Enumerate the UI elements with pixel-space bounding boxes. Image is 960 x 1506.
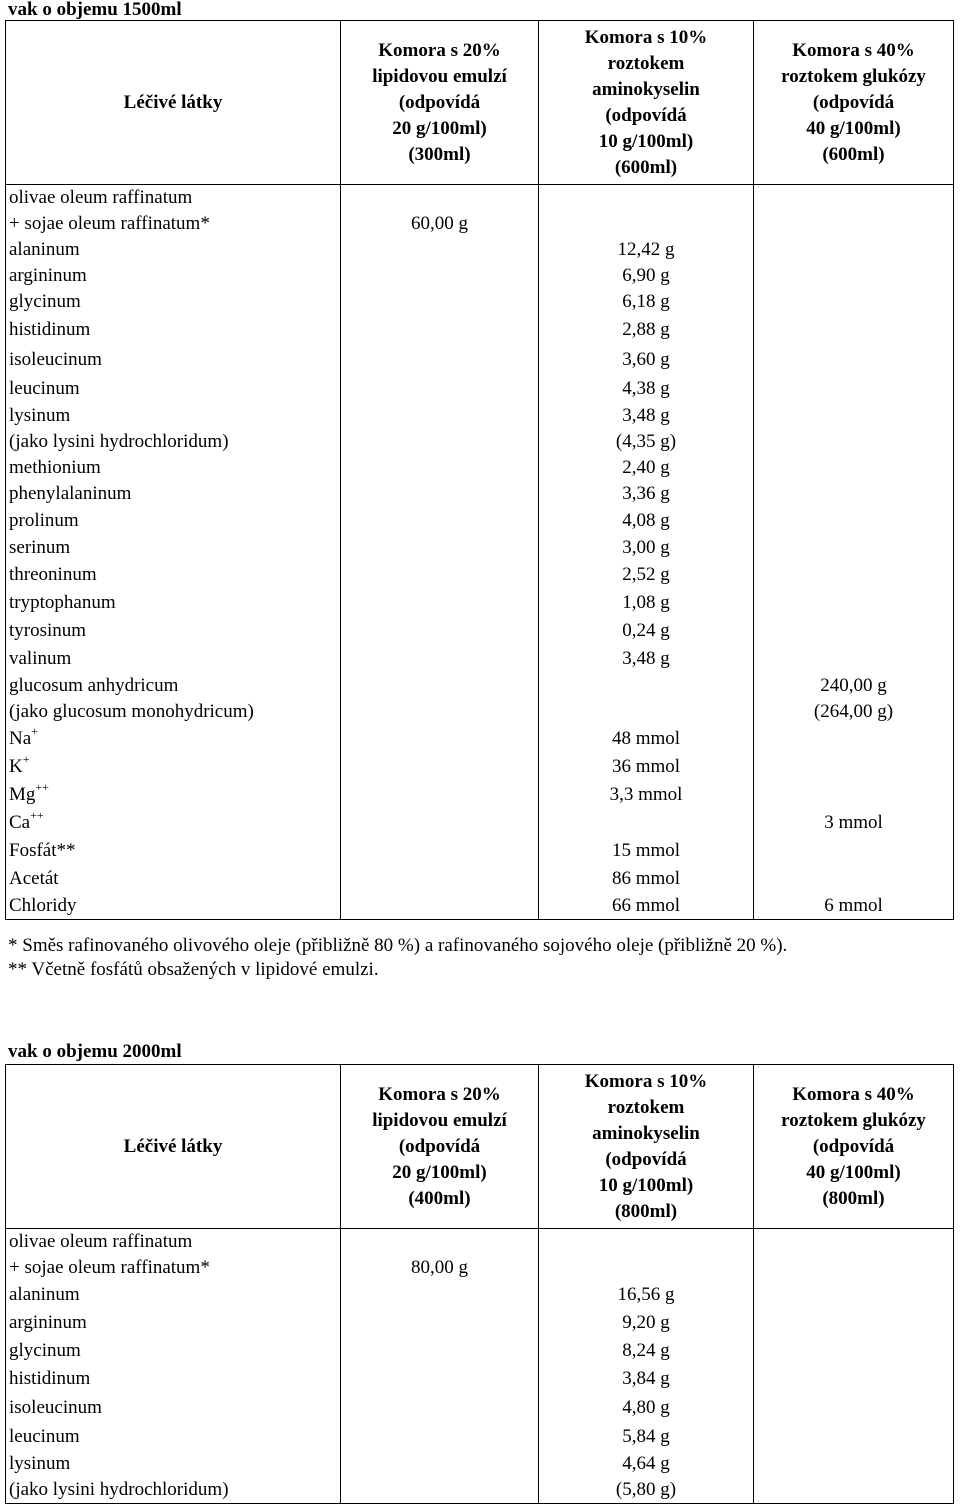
amino-value: 15 mmol bbox=[539, 837, 754, 865]
table-row: Na+ 48 mmol bbox=[6, 725, 954, 753]
amino-value: 16,56 g bbox=[539, 1281, 754, 1309]
table-row bbox=[6, 481, 954, 507]
substance-name: alaninum bbox=[9, 239, 80, 260]
substance-name: histidinum bbox=[9, 1368, 91, 1389]
amino-value: 3,36 g bbox=[539, 481, 754, 507]
substance-name: isoleucinum bbox=[9, 1397, 102, 1418]
table-row bbox=[6, 185, 954, 238]
amino-value: 3,84 g bbox=[539, 1365, 754, 1393]
table-row: K+ 36 mmol bbox=[6, 753, 954, 781]
table-row bbox=[6, 1281, 954, 1309]
amino-value: 0,24 g bbox=[539, 617, 754, 645]
glucose-value: 240,00 g bbox=[820, 675, 887, 696]
table-row bbox=[6, 1229, 954, 1282]
amino-value: 3,60 g bbox=[539, 345, 754, 375]
table-header-row bbox=[6, 21, 954, 185]
amino-value: 9,20 g bbox=[539, 1309, 754, 1337]
amino-value: 6,90 g bbox=[539, 263, 754, 289]
amino-value: 2,52 g bbox=[539, 561, 754, 589]
table-row bbox=[6, 1337, 954, 1365]
table-header-row bbox=[6, 1065, 954, 1229]
amino-value: 3,48 g bbox=[622, 405, 670, 426]
table-row bbox=[6, 837, 954, 865]
substance-name: olivae oleum raffinatum bbox=[9, 1231, 193, 1252]
amino-value: 8,24 g bbox=[539, 1337, 754, 1365]
table-row bbox=[6, 617, 954, 645]
substance-name: histidinum bbox=[9, 319, 91, 340]
header-lipid-chamber: Komora s 20% lipidovou emulzí (odpovídá 20 g/100ml) (400ml) bbox=[341, 1065, 539, 1229]
amino-value: 2,40 g bbox=[539, 455, 754, 481]
table-row bbox=[6, 1365, 954, 1393]
amino-value: 2,88 g bbox=[539, 315, 754, 345]
table-row bbox=[6, 289, 954, 315]
substance-name: glycinum bbox=[9, 1340, 81, 1361]
table-row bbox=[6, 893, 954, 920]
substance-name: lysinum bbox=[9, 405, 71, 426]
table-row bbox=[6, 263, 954, 289]
amino-value: 5,84 g bbox=[539, 1423, 754, 1451]
amino-value: 48 mmol bbox=[539, 725, 754, 753]
lipid-value: 60,00 g bbox=[341, 185, 539, 238]
substance-name: prolinum bbox=[9, 510, 79, 531]
substance-name: argininum bbox=[9, 265, 87, 286]
footnote-oil-mix: * Směs rafinovaného olivového oleje (přibližně 80 %) a rafinovaného sojového oleje (přibližně 20 %). bbox=[8, 935, 788, 956]
substance-name-detail: (jako glucosum monohydricum) bbox=[9, 701, 254, 722]
amino-value: 12,42 g bbox=[539, 237, 754, 263]
substance-name: alaninum bbox=[9, 1284, 80, 1305]
substance-name-detail: + sojae oleum raffinatum* bbox=[9, 213, 210, 234]
table-row bbox=[6, 1309, 954, 1337]
amino-value: 4,64 g bbox=[622, 1453, 670, 1474]
table-row bbox=[6, 645, 954, 673]
substance-name: Mg bbox=[9, 784, 36, 805]
amino-value: 66 mmol bbox=[539, 893, 754, 920]
substance-name: methionium bbox=[9, 457, 101, 478]
substance-name: leucinum bbox=[9, 378, 80, 399]
substance-name: argininum bbox=[9, 1312, 87, 1333]
glucose-value-detail: (264,00 g) bbox=[813, 701, 894, 722]
substance-name-detail: + sojae oleum raffinatum* bbox=[9, 1257, 210, 1278]
section-title: vak o objemu 2000ml bbox=[8, 1041, 182, 1062]
lipid-value: 80,00 g bbox=[341, 1229, 539, 1282]
substance-name: K bbox=[9, 756, 23, 777]
substance-name: Ca bbox=[9, 812, 31, 833]
substance-name: isoleucinum bbox=[9, 349, 102, 370]
composition-table-1500ml bbox=[5, 20, 954, 920]
table-row bbox=[6, 455, 954, 481]
footnote-phosphate: ** Včetně fosfátů obsažených v lipidové emulzi. bbox=[8, 959, 379, 980]
table-row bbox=[6, 1451, 954, 1504]
table-row bbox=[6, 403, 954, 455]
substance-name: glycinum bbox=[9, 291, 81, 312]
substance-name-detail: (jako lysini hydrochloridum) bbox=[9, 431, 229, 452]
amino-value: 4,80 g bbox=[539, 1393, 754, 1423]
amino-value: 4,38 g bbox=[539, 375, 754, 403]
table-row: Mg++ 3,3 mmol bbox=[6, 781, 954, 809]
header-lipid-chamber: Komora s 20% lipidovou emulzí (odpovídá 20 g/100ml) (300ml) bbox=[341, 21, 539, 185]
table-row bbox=[6, 561, 954, 589]
substance-name: phenylalaninum bbox=[9, 483, 132, 504]
amino-value: 3,48 g bbox=[539, 645, 754, 673]
substance-name: Fosfát** bbox=[9, 840, 76, 861]
substance-name: threoninum bbox=[9, 564, 97, 585]
substance-name: Chloridy bbox=[9, 895, 77, 916]
amino-value: 36 mmol bbox=[539, 753, 754, 781]
amino-value-detail: (4,35 g) bbox=[615, 431, 677, 452]
substance-name: tyrosinum bbox=[9, 620, 87, 641]
amino-value: 3,00 g bbox=[539, 535, 754, 561]
composition-table-2000ml bbox=[5, 1064, 954, 1504]
header-glucose-chamber: Komora s 40% roztokem glukózy (odpovídá 40 g/100ml) (800ml) bbox=[754, 1065, 954, 1229]
table-row bbox=[6, 1393, 954, 1423]
substance-name: Acetát bbox=[9, 868, 59, 889]
substance-name-detail: (jako lysini hydrochloridum) bbox=[9, 1479, 229, 1500]
amino-value: 3,3 mmol bbox=[539, 781, 754, 809]
table-row bbox=[6, 507, 954, 535]
substance-name: Na bbox=[9, 728, 32, 749]
table-row bbox=[6, 673, 954, 725]
header-amino-chamber: Komora s 10% roztokem aminokyselin (odpovídá 10 g/100ml) (600ml) bbox=[539, 21, 754, 185]
substance-name: tryptophanum bbox=[9, 592, 116, 613]
section-title: vak o objemu 1500ml bbox=[8, 0, 182, 20]
glucose-value: 6 mmol bbox=[754, 893, 954, 920]
table-row bbox=[6, 865, 954, 893]
table-row: Ca++ 3 mmol bbox=[6, 809, 954, 837]
table-row bbox=[6, 315, 954, 345]
glucose-value: 3 mmol bbox=[754, 809, 954, 837]
amino-value: 1,08 g bbox=[539, 589, 754, 617]
header-amino-chamber: Komora s 10% roztokem aminokyselin (odpovídá 10 g/100ml) (800ml) bbox=[539, 1065, 754, 1229]
table-row bbox=[6, 589, 954, 617]
substance-name: valinum bbox=[9, 648, 72, 669]
substance-name: glucosum anhydricum bbox=[9, 675, 179, 696]
substance-name: olivae oleum raffinatum bbox=[9, 187, 193, 208]
table-row bbox=[6, 375, 954, 403]
table-row bbox=[6, 535, 954, 561]
amino-value: 6,18 g bbox=[539, 289, 754, 315]
table-row bbox=[6, 237, 954, 263]
substance-name: lysinum bbox=[9, 1453, 71, 1474]
header-substances: Léčivé látky bbox=[6, 1065, 341, 1229]
amino-value: 4,08 g bbox=[539, 507, 754, 535]
table-row bbox=[6, 345, 954, 375]
amino-value-detail: (5,80 g) bbox=[615, 1479, 677, 1500]
table-row bbox=[6, 1423, 954, 1451]
header-glucose-chamber: Komora s 40% roztokem glukózy (odpovídá 40 g/100ml) (600ml) bbox=[754, 21, 954, 185]
amino-value: 86 mmol bbox=[539, 865, 754, 893]
substance-name: serinum bbox=[9, 537, 71, 558]
header-substances: Léčivé látky bbox=[6, 21, 341, 185]
substance-name: leucinum bbox=[9, 1426, 80, 1447]
